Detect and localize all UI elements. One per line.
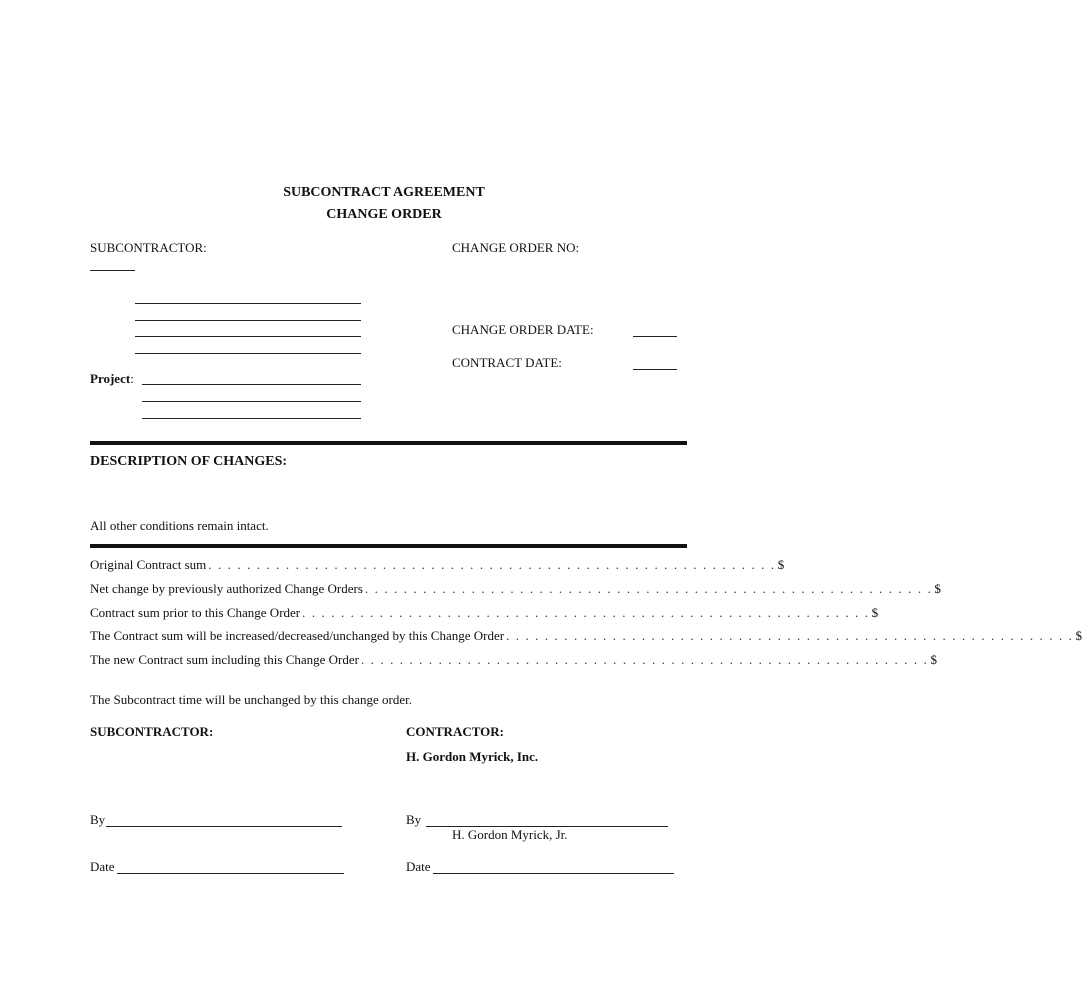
financial-row-net-change xyxy=(90,581,941,597)
project-label: Project xyxy=(90,371,131,386)
subcontractor-date-label: Date xyxy=(90,859,115,874)
project-colon: : xyxy=(130,371,134,386)
contractor-company-name: H. Gordon Myrick, Inc. xyxy=(406,749,539,764)
subcontractor-label: SUBCONTRACTOR: xyxy=(90,240,207,255)
contractor-signature-heading: CONTRACTOR: xyxy=(406,724,504,739)
contractor-date-label: Date xyxy=(406,859,431,874)
dot-leader: . . . . . . . . . . . . . . . . . . . . . . . . . . . . . . . . . . . . . . . . . . . . . . . . . . . . . . . . . . . xyxy=(506,628,1074,643)
financial-row-label: The new Contract sum including this Change Order xyxy=(90,652,359,667)
financial-row-label: The Contract sum will be increased/decreased/unchanged by this Change Order xyxy=(90,628,505,643)
financial-row-prior-sum xyxy=(90,605,879,621)
change-order-date-label: CHANGE ORDER DATE: xyxy=(452,322,594,337)
financial-row-original-sum xyxy=(90,557,785,573)
project-line-1 xyxy=(142,384,361,385)
subcontractor-date-line xyxy=(117,873,344,874)
financial-row-adjustment xyxy=(90,628,1082,644)
dot-leader: . . . . . . . . . . . . . . . . . . . . . . . . . . . . . . . . . . . . . . . . . . . . . . . . . . . . . . . . . . . xyxy=(208,557,776,572)
contract-date-blank xyxy=(633,369,677,370)
document-subtitle: CHANGE ORDER xyxy=(326,207,442,222)
currency-symbol: $ xyxy=(871,605,879,620)
project-line-2 xyxy=(142,401,361,402)
subcontractor-signature-heading: SUBCONTRACTOR: xyxy=(90,724,214,739)
dot-leader: . . . . . . . . . . . . . . . . . . . . . . . . . . . . . . . . . . . . . . . . . . . . . . . . . . . . . . . . . . . xyxy=(360,652,929,667)
subcontractor-by-line xyxy=(106,826,342,827)
currency-symbol: $ xyxy=(1075,628,1082,643)
project-label-group xyxy=(90,371,134,387)
subcontractor-address-line-3 xyxy=(135,336,361,337)
subcontract-time-note: The Subcontract time will be unchanged by this change order. xyxy=(90,692,413,707)
contract-date-label: CONTRACT DATE: xyxy=(452,355,562,370)
dot-leader: . . . . . . . . . . . . . . . . . . . . . . . . . . . . . . . . . . . . . . . . . . . . . . . . . . . . . . . . . . . xyxy=(302,605,870,620)
change-order-date-blank xyxy=(633,336,677,337)
currency-symbol: $ xyxy=(777,557,785,572)
contractor-date-line xyxy=(433,873,674,874)
change-order-no-label: CHANGE ORDER NO: xyxy=(452,240,580,255)
financial-row-label: Original Contract sum xyxy=(90,557,207,572)
subcontractor-address-line-1 xyxy=(135,303,361,304)
contractor-by-label: By xyxy=(406,812,422,827)
financial-row-new-sum xyxy=(90,652,937,668)
dot-leader: . . . . . . . . . . . . . . . . . . . . . . . . . . . . . . . . . . . . . . . . . . . . . . . . . . . . . . . . . . . xyxy=(364,581,933,596)
section-divider-middle xyxy=(90,544,687,548)
subcontractor-blank-short xyxy=(90,270,135,271)
financial-row-label: Net change by previously authorized Change Orders xyxy=(90,581,363,596)
document-title: SUBCONTRACT AGREEMENT xyxy=(283,185,485,200)
subcontractor-address-line-2 xyxy=(135,320,361,321)
currency-symbol: $ xyxy=(930,652,937,667)
project-line-3 xyxy=(142,418,361,419)
subcontractor-address-line-4 xyxy=(135,353,361,354)
description-heading: DESCRIPTION OF CHANGES: xyxy=(90,454,288,469)
subcontractor-by-label: By xyxy=(90,812,106,827)
conditions-note: All other conditions remain intact. xyxy=(90,518,269,533)
contractor-signer-name: H. Gordon Myrick, Jr. xyxy=(452,827,568,842)
section-divider-top xyxy=(90,441,687,445)
currency-symbol: $ xyxy=(934,581,941,596)
financial-row-label: Contract sum prior to this Change Order xyxy=(90,605,301,620)
